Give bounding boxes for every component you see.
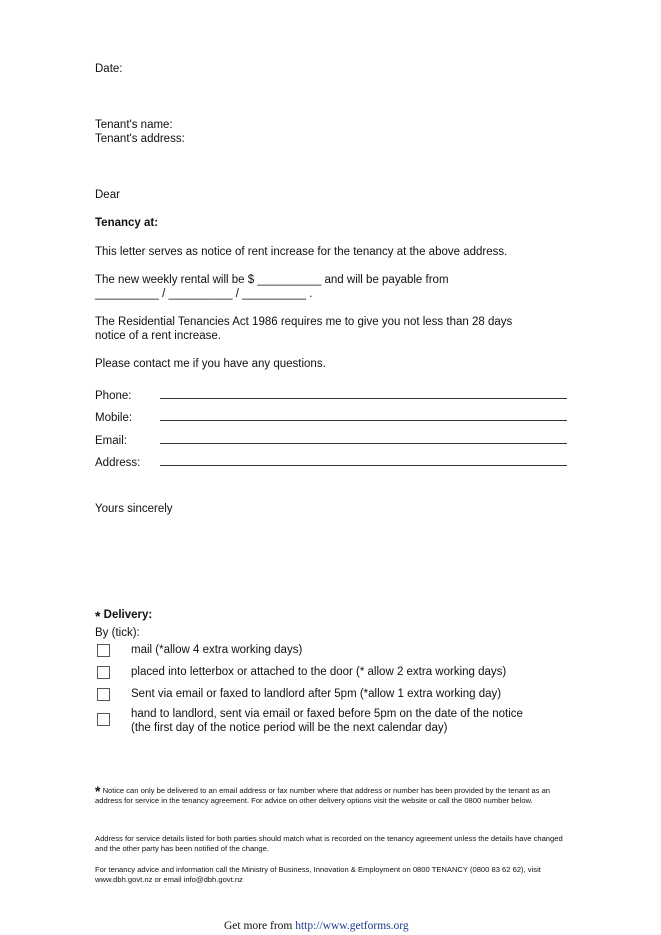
delivery-title — [95, 608, 152, 624]
salutation: Dear — [95, 189, 120, 201]
act-line-2: notice of a rent increase. — [95, 330, 221, 342]
phone-label: Phone: — [95, 390, 132, 402]
phone-fill-line[interactable] — [160, 398, 567, 399]
tenant-name-label: Tenant's name: — [95, 119, 173, 131]
mobile-fill-line[interactable] — [160, 420, 567, 421]
tenancy-label: Tenancy at: — [95, 217, 159, 229]
delivery-checkbox-after-5pm[interactable] — [97, 688, 110, 701]
act-line-1: The Residential Tenancies Act 1986 requires me to give you not less than 28 days — [95, 316, 513, 328]
footnote-2: Address for service details listed for both parties should match what is recorded on the tenancy agreement unless the details have changed and the other party has been notified of the change. — [95, 834, 563, 853]
delivery-option-letterbox: placed into letterbox or attached to the door (* allow 2 extra working days) — [131, 666, 507, 678]
address-fill-line[interactable] — [160, 465, 567, 466]
delivery-checkbox-letterbox[interactable] — [97, 666, 110, 679]
footnote-3: For tenancy advice and information call the Ministry of Business, Innovation & Employment on 0800 TENANCY (0800 83 62 62), visit www.dbh.govt.nz or email info@dbh.govt.nz — [95, 865, 541, 884]
footer — [224, 920, 409, 932]
tenant-address-label: Tenant's address: — [95, 133, 185, 145]
footer-prefix: Get more from — [224, 920, 296, 932]
delivery-checkbox-hand[interactable] — [97, 713, 110, 726]
footnote-1-text: Notice can only be delivered to an email address or fax number where that address or number has been provided by the tenant as an address for service in the tenancy agreement. For advice on other delivery options visit the website or call the 0800 number below. — [95, 786, 551, 805]
footnote-1 — [95, 783, 565, 806]
delivery-option-mail: mail (*allow 4 extra working days) — [131, 644, 303, 656]
contact-sentence: Please contact me if you have any questions. — [95, 358, 326, 370]
delivery-option-hand-line-2: (the first day of the notice period will be the next calendar day) — [131, 722, 448, 734]
asterisk-icon: * — [95, 608, 101, 624]
rental-line-1: The new weekly rental will be $ __________ and will be payable from — [95, 274, 449, 286]
by-tick-label: By (tick): — [95, 627, 140, 639]
closing: Yours sincerely — [95, 503, 173, 515]
email-fill-line[interactable] — [160, 443, 567, 444]
address-label: Address: — [95, 457, 141, 469]
delivery-title-text: Delivery: — [103, 609, 153, 621]
date-label: Date: — [95, 63, 123, 75]
delivery-checkbox-mail[interactable] — [97, 644, 110, 657]
delivery-option-after-5pm: Sent via email or faxed to landlord after 5pm (*allow 1 extra working day) — [131, 688, 502, 700]
rental-line-2: __________ / __________ / __________ . — [95, 288, 313, 300]
delivery-option-hand-line-1: hand to landlord, sent via email or faxed before 5pm on the date of the notice — [131, 708, 523, 720]
notice-sentence: This letter serves as notice of rent increase for the tenancy at the above address. — [95, 246, 508, 258]
footnote-asterisk-icon: * — [95, 783, 101, 799]
footer-link[interactable]: http://www.getforms.org — [295, 920, 409, 932]
mobile-label: Mobile: — [95, 412, 133, 424]
email-label: Email: — [95, 435, 127, 447]
